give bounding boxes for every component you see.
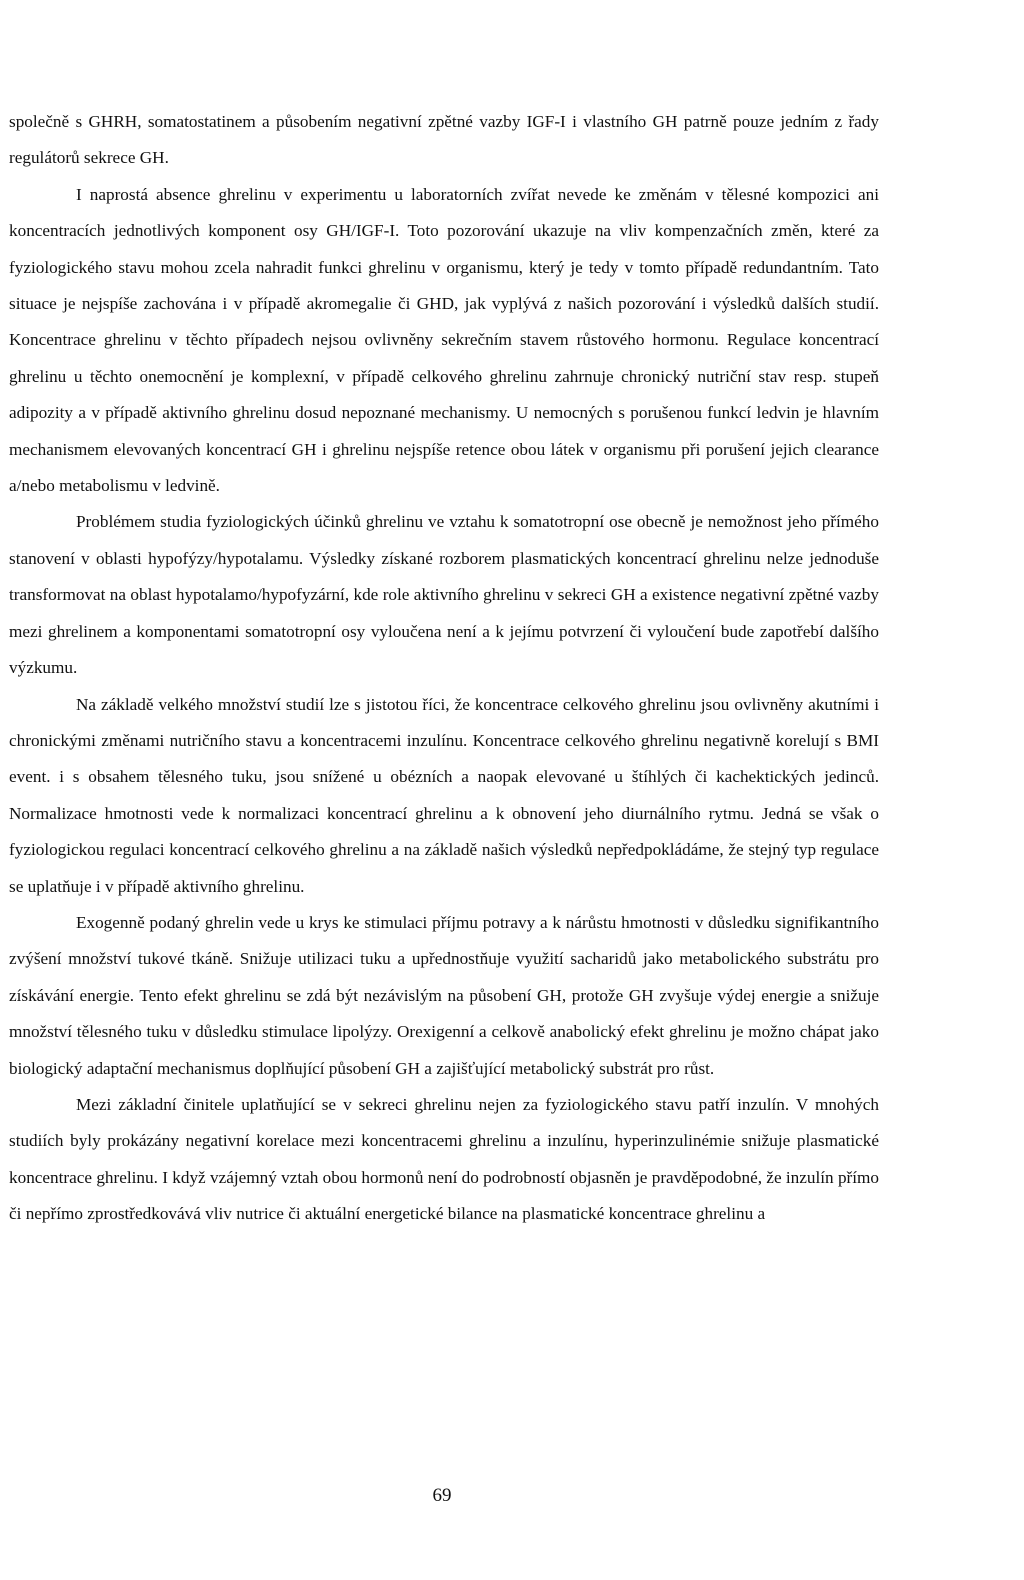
page-number: 69: [432, 1485, 452, 1506]
paragraph-1: společně s GHRH, somatostatinem a působením negativní zpětné vazby IGF-I i vlastního GH patrně pouze jedním z řady regulátorů sekrece GH.: [9, 112, 879, 168]
paragraph-4: Na základě velkého množství studií lze s jistotou říci, že koncentrace celkového ghrelinu jsou ovlivněny akutními i chronickými změnami nutričního stavu a koncentracemi inzulínu. Koncentrace celkového ghrelinu negativně korelují s BMI event. i s obsahem tělesného tuku, jsou snížené u obézních a naopak elevované u štíhlých či kachektických jedinců. Normalizace hmotnosti vede k normalizaci koncentrací ghrelinu a k obnovení jeho diurnálního rytmu. Jedná se však o fyziologickou regulaci koncentrací celkového ghrelinu a na základě našich výsledků nepředpokládáme, že stejný typ regulace se uplatňuje i v případě aktivního ghrelinu.: [9, 694, 879, 896]
paragraph-3: Problémem studia fyziologických účinků ghrelinu ve vztahu k somatotropní ose obecně je nemožnost jeho přímého stanovení v oblasti hypofýzy/hypotalamu. Výsledky získané rozborem plasmatických koncentrací ghrelinu nelze jednoduše transformovat na oblast hypotalamo/hypofyzární, kde role aktivního ghrelinu v sekreci GH a existence negativní zpětné vazby mezi ghrelinem a komponentami somatotropní osy vyloučena není a k jejímu potvrzení či vyloučení bude zapotřebí dalšího výzkumu.: [9, 512, 879, 678]
body-text: [9, 104, 879, 1233]
paragraph-6: Mezi základní činitele uplatňující se v sekreci ghrelinu nejen za fyziologického stavu patří inzulín. V mnohých studiích byly prokázány negativní korelace mezi koncentracemi ghrelinu a inzulínu, hyperinzulinémie snižuje plasmatické koncentrace ghrelinu. I když vzájemný vztah obou hormonů není do podrobností objasněn je pravděpodobné, že inzulín přímo či nepřímo zprostředkovává vliv nutrice či aktuální energetické bilance na plasmatické koncentrace ghrelinu a: [9, 1094, 879, 1224]
paragraph-5: Exogenně podaný ghrelin vede u krys ke stimulaci příjmu potravy a k nárůstu hmotnosti v důsledku signifikantního zvýšení množství tukové tkáně. Snižuje utilizaci tuku a upřednostňuje využití sacharidů jako metabolického substrátu pro získávání energie. Tento efekt ghrelinu se zdá být nezávislým na působení GH, protože GH zvyšuje výdej energie a snižuje množství tělesného tuku v důsledku stimulace lipolýzy. Orexigenní a celkově anabolický efekt ghrelinu je možno chápat jako biologický adaptační mechanismus doplňující působení GH a zajišťující metabolický substrát pro růst.: [9, 912, 879, 1078]
paragraph-2: I naprostá absence ghrelinu v experimentu u laboratorních zvířat nevede ke změnám v tělesné kompozici ani koncentracích jednotlivých komponent osy GH/IGF-I. Toto pozorování ukazuje na vliv kompenzačních změn, které za fyziologického stavu mohou zcela nahradit funkci ghrelinu v organismu, který je tedy v tomto případě redundantním. Tato situace je nejspíše zachována i v případě akromegalie či GHD, jak vyplývá z našich pozorování i výsledků dalších studií. Koncentrace ghrelinu v těchto případech nejsou ovlivněny sekrečním stavem růstového hormonu. Regulace koncentrací ghrelinu u těchto onemocnění je komplexní, v případě celkového ghrelinu zahrnuje chronický nutriční stav resp. stupeň adipozity a v případě aktivního ghrelinu dosud nepoznané mechanismy. U nemocných s porušenou funkcí ledvin je hlavním mechanismem elevovaných koncentrací GH i ghrelinu nejspíše retence obou látek v organismu při porušení jejich clearance a/nebo metabolismu v ledvině.: [9, 184, 879, 496]
